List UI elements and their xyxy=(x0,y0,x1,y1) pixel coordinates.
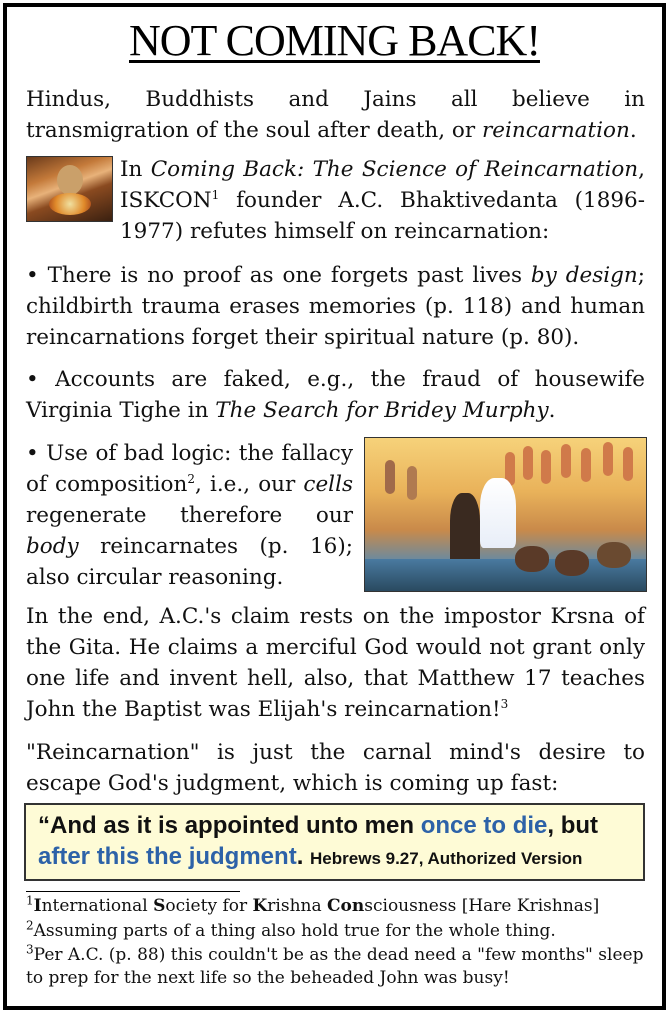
footnote-1-text-d: sciousness [Hare Krishnas] xyxy=(364,896,600,916)
footnote-1 xyxy=(26,895,651,918)
painting-animal xyxy=(597,542,631,568)
footnote-1-number: 1 xyxy=(26,893,34,908)
painting-figure xyxy=(385,460,395,494)
footnote-3 xyxy=(26,944,651,990)
bullet2-book-title: The Search for Bridey Murphy xyxy=(215,398,549,423)
intro-paragraph xyxy=(26,84,645,146)
bullet1-text-b: ; childbirth trauma erases memories (p. 118) and human reincarnations forget their spiritual nature (p. 80). xyxy=(26,263,645,350)
bullet2-text-b: . xyxy=(548,398,556,423)
footnote-1-text-b: ociety for xyxy=(165,896,253,916)
bullet3-emphasis-cells: cells xyxy=(303,472,353,497)
quote-line-1 xyxy=(38,809,633,842)
author-photo xyxy=(26,156,113,222)
quote-open-text: “And as it is appointed unto men xyxy=(38,812,421,839)
bullet-no-proof xyxy=(26,260,645,353)
bullet2-text-a: • Accounts are faked, e.g., the fraud of housewife Virginia Tighe in xyxy=(26,367,645,423)
painting-figure xyxy=(581,448,591,482)
footnote-2-text: Assuming parts of a thing also hold true for the whole thing. xyxy=(33,921,556,941)
photo-garland xyxy=(49,193,91,215)
painting-figure xyxy=(523,446,533,480)
footnote-3-number: 3 xyxy=(26,942,34,957)
footnote-divider xyxy=(26,891,240,892)
bullet-faked-accounts xyxy=(26,364,645,426)
quote-reference: Hebrews 9.27, Authorized Version xyxy=(310,849,583,868)
painting-figure xyxy=(407,466,417,500)
book-rest2: founder A.C. Bhaktivedanta (1896-1977) refutes himself on reincarnation: xyxy=(120,188,645,244)
footnote-1-text-c: rishna xyxy=(267,896,328,916)
book-title: Coming Back: The Science of Reincarnation xyxy=(150,157,639,182)
intro-emphasis: reincarnation xyxy=(481,118,630,143)
quote-highlight-once-to-die: once to die xyxy=(420,812,548,839)
painting-animal xyxy=(555,550,589,576)
scripture-quote-box xyxy=(24,803,645,881)
painting-figure xyxy=(561,444,571,478)
carnal-paragraph: "Reincarnation" is just the carnal mind's desire to escape God's judgment, which is coming up fast: xyxy=(26,740,645,796)
bullet1-emphasis: by design xyxy=(530,263,638,288)
bullet3-text-a: • Use of bad logic: the fallacy of composition xyxy=(26,441,353,497)
footnote-1-initial-con: Con xyxy=(327,896,365,916)
page-title: NOT COMING BACK! xyxy=(129,16,540,65)
book-in: In xyxy=(120,157,151,182)
bullet3-text-d: reincarnates (p. 16); also circular reasoning. xyxy=(26,534,353,590)
painting-figure xyxy=(623,447,633,481)
painting-figure xyxy=(541,450,551,484)
book-paragraph xyxy=(120,154,645,247)
footnote-ref-1: 1 xyxy=(211,187,220,202)
footnote-ref-2: 2 xyxy=(187,471,195,486)
painting-animal xyxy=(515,546,549,572)
quote-mid-text: , but xyxy=(547,812,599,839)
bullet-bad-logic xyxy=(26,438,353,593)
ending-paragraph xyxy=(26,601,645,725)
quote-line-2 xyxy=(38,842,633,874)
bullet3-emphasis-body: body xyxy=(26,534,79,559)
quote-dot: . xyxy=(296,843,304,870)
footnote-2 xyxy=(26,920,651,943)
bullet3-text-b: , i.e., our xyxy=(194,472,304,497)
footnote-ref-3: 3 xyxy=(500,696,509,711)
intro-end: . xyxy=(629,118,637,143)
painting-figure xyxy=(603,442,613,476)
footnote-1-text-a: nternational xyxy=(41,896,154,916)
footnote-1-initial-k: K xyxy=(252,896,268,916)
reincarnation-painting xyxy=(364,437,647,592)
book-rest1: , ISKCON xyxy=(120,157,645,213)
ending-text: In the end, A.C.'s claim rests on the impostor Krsna of the Gita. He claims a merciful God would not grant only one life and invent hell, also, that Matthew 17 teaches John the Baptist was Elijah's reincarnation! xyxy=(26,604,645,722)
bullet1-text-a: • There is no proof as one forgets past lives xyxy=(26,263,531,288)
footnote-1-initial-i: I xyxy=(33,896,42,916)
quote-highlight-judgment: after this the judgment xyxy=(38,843,297,870)
footnote-1-initial-s: S xyxy=(153,896,166,916)
intro-text: Hindus, Buddhists and Jains all believe in transmigration of the soul after death, or xyxy=(26,87,645,143)
footnote-3-text: Per A.C. (p. 88) this couldn't be as the dead need a "few months" sleep to prep for the next life so the beheaded John was busy! xyxy=(26,945,644,988)
bullet3-text-c: regenerate therefore our xyxy=(26,503,353,528)
document-page xyxy=(3,3,666,1010)
photo-face xyxy=(57,165,83,195)
painting-death-figure xyxy=(450,493,480,563)
painting-angel-figure xyxy=(480,478,516,548)
footnote-2-number: 2 xyxy=(26,918,34,933)
